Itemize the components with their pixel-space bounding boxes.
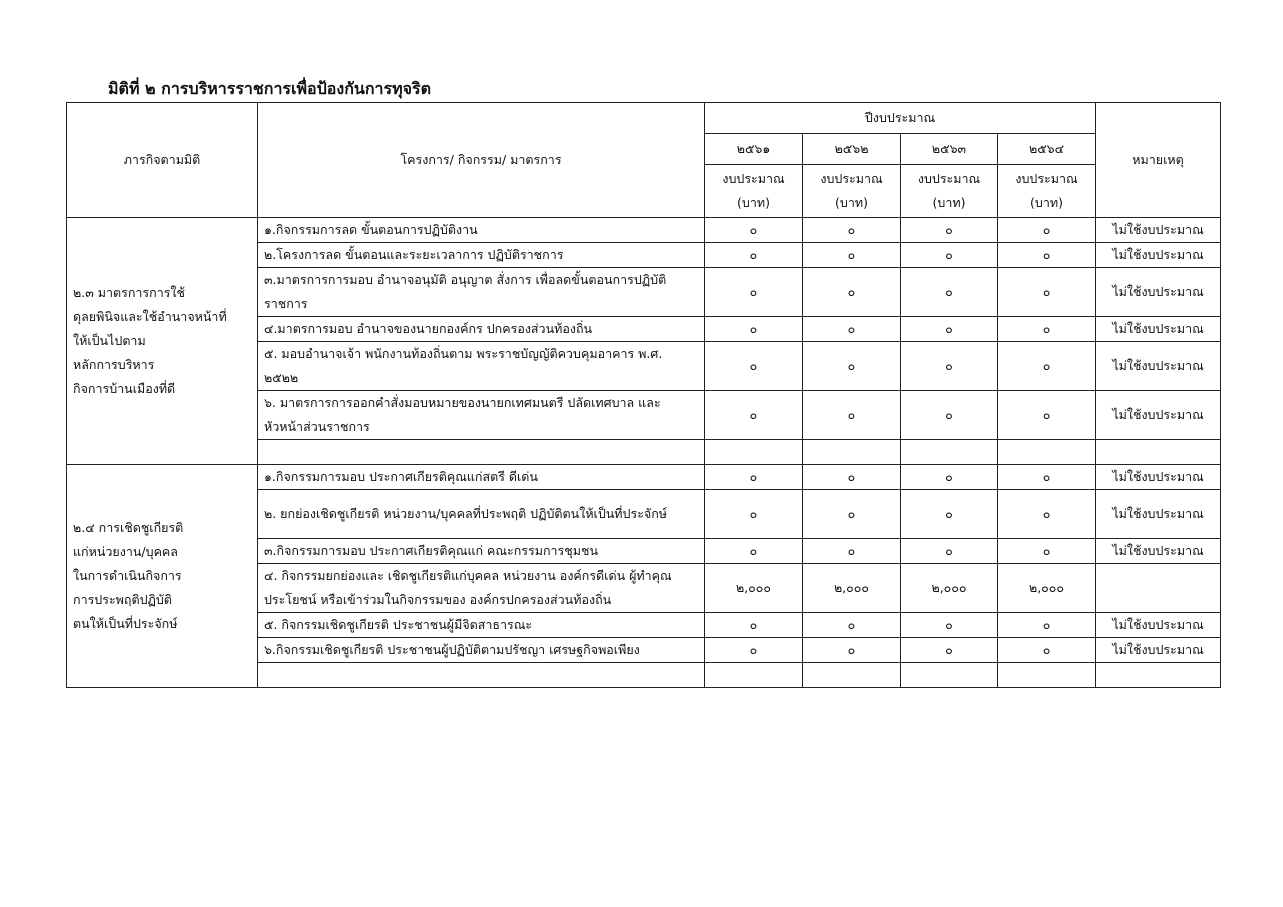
remark-cell: ไม่ใช้งบประมาณ <box>1096 243 1221 268</box>
remark-cell: ไม่ใช้งบประมาณ <box>1096 268 1221 317</box>
budget-value-cell: ๐ <box>901 268 998 317</box>
page-title: มิติที่ ๒ การบริหารราชการเพื่อป้องกันการทุจริต <box>108 79 432 98</box>
project-cell: ๖.กิจกรรมเชิดชูเกียรติ ประชาชนผู้ปฏิบัติตามปรัชญา เศรษฐกิจพอเพียง <box>258 638 705 663</box>
project-cell: ๓.มาตรการการมอบ อำนาจอนุมัติ อนุญาต สั่งการ เพื่อลดขั้นตอนการปฏิบัติราชการ <box>258 268 705 317</box>
header-year: ๒๕๖๑ <box>705 134 803 165</box>
budget-value-cell <box>998 663 1096 688</box>
budget-value-cell: ๐ <box>803 342 901 391</box>
budget-value-cell: ๐ <box>998 218 1096 243</box>
budget-value-cell <box>803 663 901 688</box>
budget-value-cell: ๐ <box>705 317 803 342</box>
mission-line: ให้เป็นไปตาม <box>73 333 146 348</box>
budget-value-cell: ๒,๐๐๐ <box>803 564 901 613</box>
budget-value-cell: ๐ <box>998 539 1096 564</box>
project-cell <box>258 440 705 465</box>
budget-value-cell: ๐ <box>998 317 1096 342</box>
mission-line: การประพฤติปฏิบัติ <box>73 592 172 607</box>
header-budget-unit <box>998 165 1096 218</box>
budget-value-cell: ๐ <box>705 638 803 663</box>
project-cell: ๔. กิจกรรมยกย่องและ เชิดชูเกียรติแก่บุคคล หน่วยงาน องค์กรดีเด่น ผู้ทำคุณประโยชน์ หรือเข้าร่วมในกิจกรรมของ องค์กรปกครองส่วนท้องถิ่น <box>258 564 705 613</box>
mission-cell <box>67 465 258 688</box>
budget-unit-currency: (บาท) <box>1030 195 1063 210</box>
budget-value-cell: ๒,๐๐๐ <box>998 564 1096 613</box>
header-budget-unit <box>803 165 901 218</box>
budget-unit-label: งบประมาณ <box>820 171 883 186</box>
budget-value-cell: ๐ <box>901 638 998 663</box>
project-cell <box>258 663 705 688</box>
budget-unit-currency: (บาท) <box>932 195 966 210</box>
budget-value-cell: ๐ <box>998 268 1096 317</box>
budget-unit-label: งบประมาณ <box>1015 171 1078 186</box>
remark-cell: ไม่ใช้งบประมาณ <box>1096 391 1221 440</box>
mission-cell <box>67 218 258 465</box>
budget-value-cell: ๐ <box>901 317 998 342</box>
remark-cell: ไม่ใช้งบประมาณ <box>1096 613 1221 638</box>
budget-value-cell: ๐ <box>901 342 998 391</box>
budget-value-cell <box>705 440 803 465</box>
budget-value-cell: ๐ <box>803 218 901 243</box>
budget-value-cell: ๐ <box>803 391 901 440</box>
remark-cell <box>1096 440 1221 465</box>
budget-value-cell: ๐ <box>705 539 803 564</box>
mission-line: แก่หน่วยงาน/บุคคล <box>73 544 178 559</box>
header-project: โครงการ/ กิจกรรม/ มาตรการ <box>258 103 705 218</box>
header-budget-unit <box>901 165 998 218</box>
budget-value-cell: ๐ <box>705 465 803 490</box>
budget-value-cell: ๐ <box>803 465 901 490</box>
mission-line: ๒.๔ การเชิดชูเกียรติ <box>73 520 184 535</box>
budget-value-cell: ๐ <box>901 490 998 539</box>
budget-value-cell: ๒,๐๐๐ <box>901 564 998 613</box>
budget-value-cell: ๐ <box>803 613 901 638</box>
remark-cell: ไม่ใช้งบประมาณ <box>1096 638 1221 663</box>
project-cell: ๑.กิจกรรมการลด ขั้นตอนการปฏิบัติงาน <box>258 218 705 243</box>
mission-line: หลักการบริหาร <box>73 357 155 372</box>
header-budget-year: ปีงบประมาณ <box>705 103 1096 134</box>
remark-cell: ไม่ใช้งบประมาณ <box>1096 342 1221 391</box>
budget-unit-label: งบประมาณ <box>722 171 785 186</box>
remark-cell: ไม่ใช้งบประมาณ <box>1096 218 1221 243</box>
project-cell: ๒.โครงการลด ขั้นตอนและระยะเวลาการ ปฏิบัติราชการ <box>258 243 705 268</box>
project-cell: ๔.มาตรการมอบ อำนาจของนายกองค์กร ปกครองส่วนท้องถิ่น <box>258 317 705 342</box>
mission-line: ในการดำเนินกิจการ <box>73 568 182 583</box>
budget-value-cell: ๐ <box>998 613 1096 638</box>
budget-value-cell: ๐ <box>803 317 901 342</box>
header-mission: ภารกิจตามมิติ <box>67 103 258 218</box>
table-body <box>67 218 1221 688</box>
header-year: ๒๕๖๒ <box>803 134 901 165</box>
remark-cell: ไม่ใช้งบประมาณ <box>1096 317 1221 342</box>
budget-unit-currency: (บาท) <box>737 195 770 210</box>
header-year: ๒๕๖๓ <box>901 134 998 165</box>
project-cell: ๓.กิจกรรมการมอบ ประกาศเกียรติคุณแก่ คณะกรรมการชุมชน <box>258 539 705 564</box>
budget-value-cell: ๐ <box>998 638 1096 663</box>
mission-line: ๒.๓ มาตรการการใช้ <box>73 285 186 300</box>
budget-value-cell: ๐ <box>705 268 803 317</box>
project-cell: ๕. มอบอำนาจเจ้า พนักงานท้องถิ่นตาม พระราชบัญญัติควบคุมอาคาร พ.ศ. ๒๕๒๒ <box>258 342 705 391</box>
budget-value-cell: ๐ <box>705 613 803 638</box>
budget-value-cell: ๐ <box>901 539 998 564</box>
budget-value-cell: ๐ <box>705 490 803 539</box>
header-budget-unit <box>705 165 803 218</box>
budget-unit-currency: (บาท) <box>835 195 868 210</box>
budget-value-cell: ๐ <box>998 490 1096 539</box>
budget-value-cell: ๐ <box>803 539 901 564</box>
mission-line: ดุลยพินิจและใช้อำนาจหน้าที่ <box>73 309 227 324</box>
budget-value-cell: ๐ <box>998 465 1096 490</box>
budget-value-cell <box>803 440 901 465</box>
remark-cell <box>1096 564 1221 613</box>
project-cell: ๒. ยกย่องเชิดชูเกียรติ หน่วยงาน/บุคคลที่ประพฤติ ปฏิบัติตนให้เป็นที่ประจักษ์ <box>258 490 705 539</box>
header-remark: หมายเหตุ <box>1096 103 1221 218</box>
project-cell: ๖. มาตรการการออกคำสั่งมอบหมายของนายกเทศมนตรี ปลัดเทศบาล และหัวหน้าส่วนราชการ <box>258 391 705 440</box>
budget-unit-label: งบประมาณ <box>917 171 981 186</box>
budget-value-cell: ๒,๐๐๐ <box>705 564 803 613</box>
remark-cell: ไม่ใช้งบประมาณ <box>1096 490 1221 539</box>
budget-value-cell: ๐ <box>901 243 998 268</box>
budget-value-cell <box>901 663 998 688</box>
budget-value-cell: ๐ <box>705 218 803 243</box>
remark-cell <box>1096 663 1221 688</box>
project-cell: ๕. กิจกรรมเชิดชูเกียรติ ประชาชนผู้มีจิตสาธารณะ <box>258 613 705 638</box>
budget-table <box>66 102 1221 688</box>
budget-value-cell: ๐ <box>803 638 901 663</box>
budget-value-cell: ๐ <box>705 342 803 391</box>
budget-value-cell: ๐ <box>901 613 998 638</box>
budget-value-cell: ๐ <box>705 243 803 268</box>
budget-value-cell <box>998 440 1096 465</box>
budget-value-cell <box>705 663 803 688</box>
budget-value-cell: ๐ <box>901 391 998 440</box>
remark-cell: ไม่ใช้งบประมาณ <box>1096 465 1221 490</box>
budget-value-cell: ๐ <box>803 243 901 268</box>
budget-value-cell <box>901 440 998 465</box>
budget-value-cell: ๐ <box>998 342 1096 391</box>
table-row <box>67 465 1221 490</box>
budget-value-cell: ๐ <box>998 243 1096 268</box>
project-cell: ๑.กิจกรรมการมอบ ประกาศเกียรติคุณแก่สตรี ดีเด่น <box>258 465 705 490</box>
budget-value-cell: ๐ <box>901 465 998 490</box>
table-row <box>67 218 1221 243</box>
budget-value-cell: ๐ <box>803 490 901 539</box>
mission-line: ตนให้เป็นที่ประจักษ์ <box>73 616 178 631</box>
mission-line: กิจการบ้านเมืองที่ดี <box>73 381 176 396</box>
budget-value-cell: ๐ <box>901 218 998 243</box>
header-year: ๒๕๖๔ <box>998 134 1096 165</box>
remark-cell: ไม่ใช้งบประมาณ <box>1096 539 1221 564</box>
table-header <box>67 103 1221 218</box>
budget-value-cell: ๐ <box>998 391 1096 440</box>
budget-value-cell: ๐ <box>705 391 803 440</box>
budget-value-cell: ๐ <box>803 268 901 317</box>
